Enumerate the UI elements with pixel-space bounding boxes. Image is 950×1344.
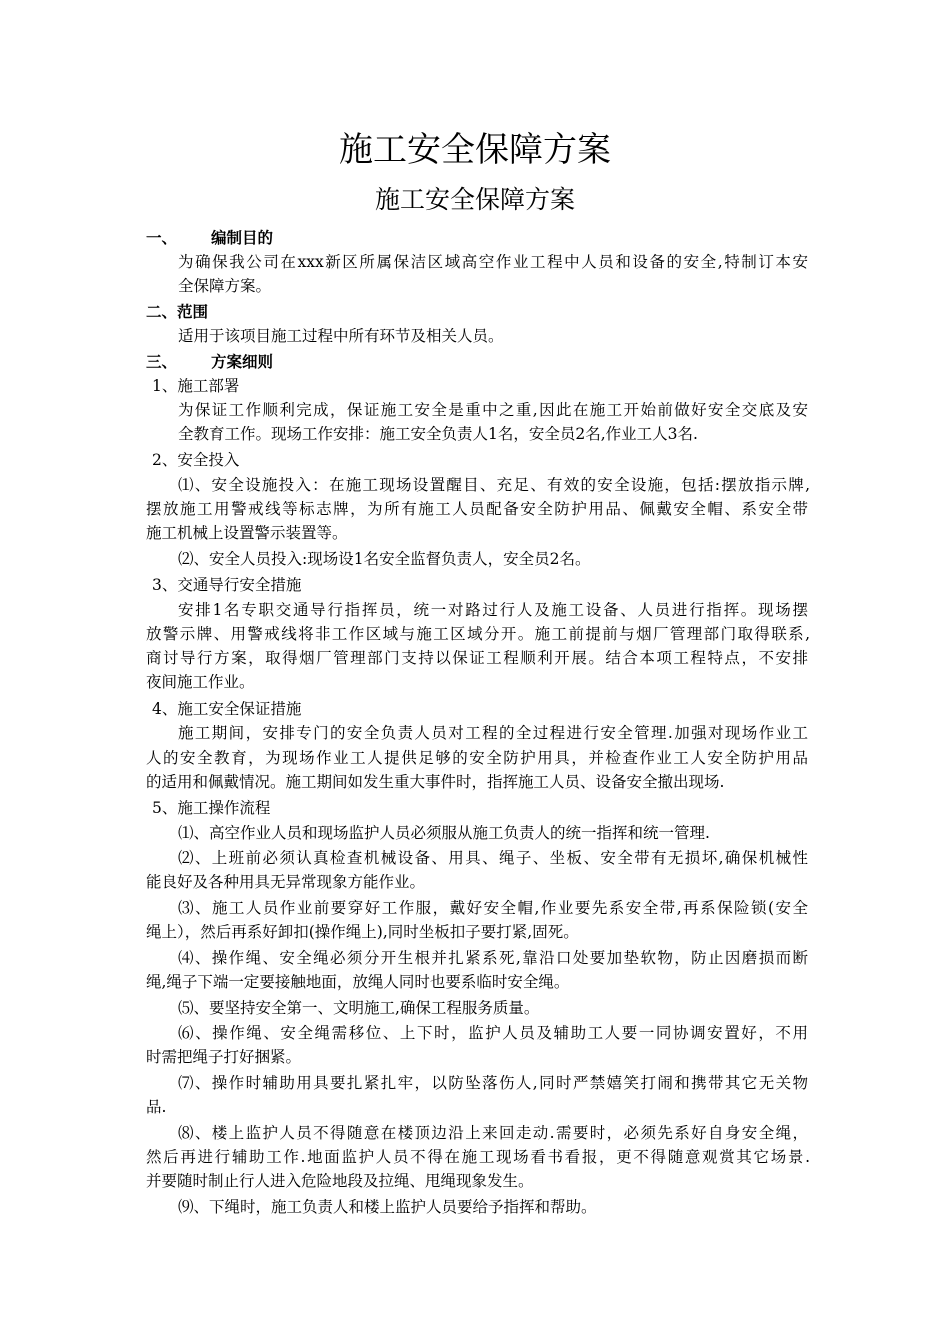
paragraph-line: ⑶、施工人员作业前要穿好工作服，戴好安全帽,作业要先系安全带,再系保险锁(安全 xyxy=(178,899,808,917)
paragraph-line: 人的安全教育，为现场作业工人提供足够的安全防护用具，并检查作业工人安全防护用品 xyxy=(146,749,808,767)
section-number: 三、 xyxy=(146,353,178,371)
paragraph-line: 摆放施工用警戒线等标志牌，为所有施工人员配备安全防护用品、佩戴安全帽、系安全带 xyxy=(146,500,808,518)
paragraph-line: 夜间施工作业。 xyxy=(146,673,255,691)
paragraph-line: 时需把绳子打好捆紧。 xyxy=(146,1048,302,1066)
paragraph-line: ⑹、操作绳、安全绳需移位、上下时，监护人员及辅助工人要一同协调安置好，不用 xyxy=(178,1024,808,1042)
document-subtitle: 施工安全保障方案 xyxy=(374,185,575,214)
paragraph-line: 放警示牌、用警戒线将非工作区域与施工区域分开。施工前提前与烟厂管理部门取得联系, xyxy=(146,625,810,643)
document-title: 施工安全保障方案 xyxy=(339,130,611,170)
paragraph-line: 全保障方案。 xyxy=(178,277,272,295)
subsection-heading: 4、施工安全保证措施 xyxy=(152,700,302,718)
section-number: 一、 xyxy=(146,229,178,247)
subsection-heading: 5、施工操作流程 xyxy=(152,799,271,817)
paragraph-line: 施工期间，安排专门的安全负责人员对工程的全过程进行安全管理.加强对现场作业工 xyxy=(178,724,808,742)
section-title: 方案细则 xyxy=(211,353,274,371)
paragraph-line: 的适用和佩戴情况。施工期间如发生重大事件时，指挥施工人员、设备安全撤出现场. xyxy=(146,773,725,791)
paragraph-line: 然后再进行辅助工作.地面监护人员不得在施工现场看书看报，更不得随意观赏其它场景. xyxy=(146,1148,810,1166)
paragraph-line: 能良好及各种用具无异常现象方能作业。 xyxy=(146,873,426,891)
paragraph-line: ⑼、下绳时，施工负责人和楼上监护人员要给予指挥和帮助。 xyxy=(178,1198,597,1216)
paragraph-line: 并要随时制止行人进入危险地段及拉绳、甩绳现象发生。 xyxy=(146,1172,534,1190)
paragraph-line: 适用于该项目施工过程中所有环节及相关人员。 xyxy=(178,327,504,345)
paragraph-line: ⑴、安全设施投入：在施工现场设置醒目、充足、有效的安全设施，包括:摆放指示牌, xyxy=(178,476,810,494)
paragraph-line: 为确保我公司在xxx新区所属保洁区域高空作业工程中人员和设备的安全,特制订本安 xyxy=(178,253,808,271)
paragraph-line: 绳,绳子下端一定要接触地面，放绳人同时也要系临时安全绳。 xyxy=(146,973,570,991)
paragraph-line: ⑵、上班前必须认真检查机械设备、用具、绳子、坐板、安全带有无损坏,确保机械性 xyxy=(178,849,808,867)
paragraph-line: ⑴、高空作业人员和现场监护人员必须服从施工负责人的统一指挥和统一管理. xyxy=(178,824,710,842)
paragraph-line: ⑸、要坚持安全第一、文明施工,确保工程服务质量。 xyxy=(178,999,540,1017)
paragraph-line: 为保证工作顺利完成，保证施工安全是重中之重,因此在施工开始前做好安全交底及安 xyxy=(178,401,808,419)
paragraph-line: ⑺、操作时辅助用具要扎紧扎牢，以防坠落伤人,同时严禁嬉笑打闹和携带其它无关物 xyxy=(178,1074,808,1092)
section-heading-2: 二、范围 xyxy=(146,303,209,321)
paragraph-line: 商讨导行方案，取得烟厂管理部门支持以保证工程顺利开展。结合本项工程特点，不安排 xyxy=(146,649,808,667)
paragraph-line: 安排1名专职交通导行指挥员，统一对路过行人及施工设备、人员进行指挥。现场摆 xyxy=(178,601,808,619)
subsection-heading: 1、施工部署 xyxy=(152,377,240,395)
paragraph-line: 品. xyxy=(146,1098,167,1116)
paragraph-line: 全教育工作。现场工作安排：施工安全负责人1名，安全员2名,作业工人3名. xyxy=(178,425,698,443)
paragraph-line: 绳上），然后再系好卸扣(操作绳上),同时坐板扣子要打紧,固死。 xyxy=(146,923,579,941)
paragraph-line: ⑻、楼上监护人员不得随意在楼顶边沿上来回走动.需要时，必须先系好自身安全绳， xyxy=(178,1124,808,1142)
paragraph-line: ⑵、安全人员投入:现场设1名安全监督负责人，安全员2名。 xyxy=(178,550,591,568)
subsection-heading: 2、安全投入 xyxy=(152,451,240,469)
paragraph-line: 施工机械上设置警示装置等。 xyxy=(146,524,348,542)
paragraph-line: ⑷、操作绳、安全绳必须分开生根并扎紧系死,靠沿口处要加垫软物，防止因磨损而断 xyxy=(178,949,808,967)
subsection-heading: 3、交通导行安全措施 xyxy=(152,576,302,594)
section-title: 编制目的 xyxy=(211,229,274,247)
